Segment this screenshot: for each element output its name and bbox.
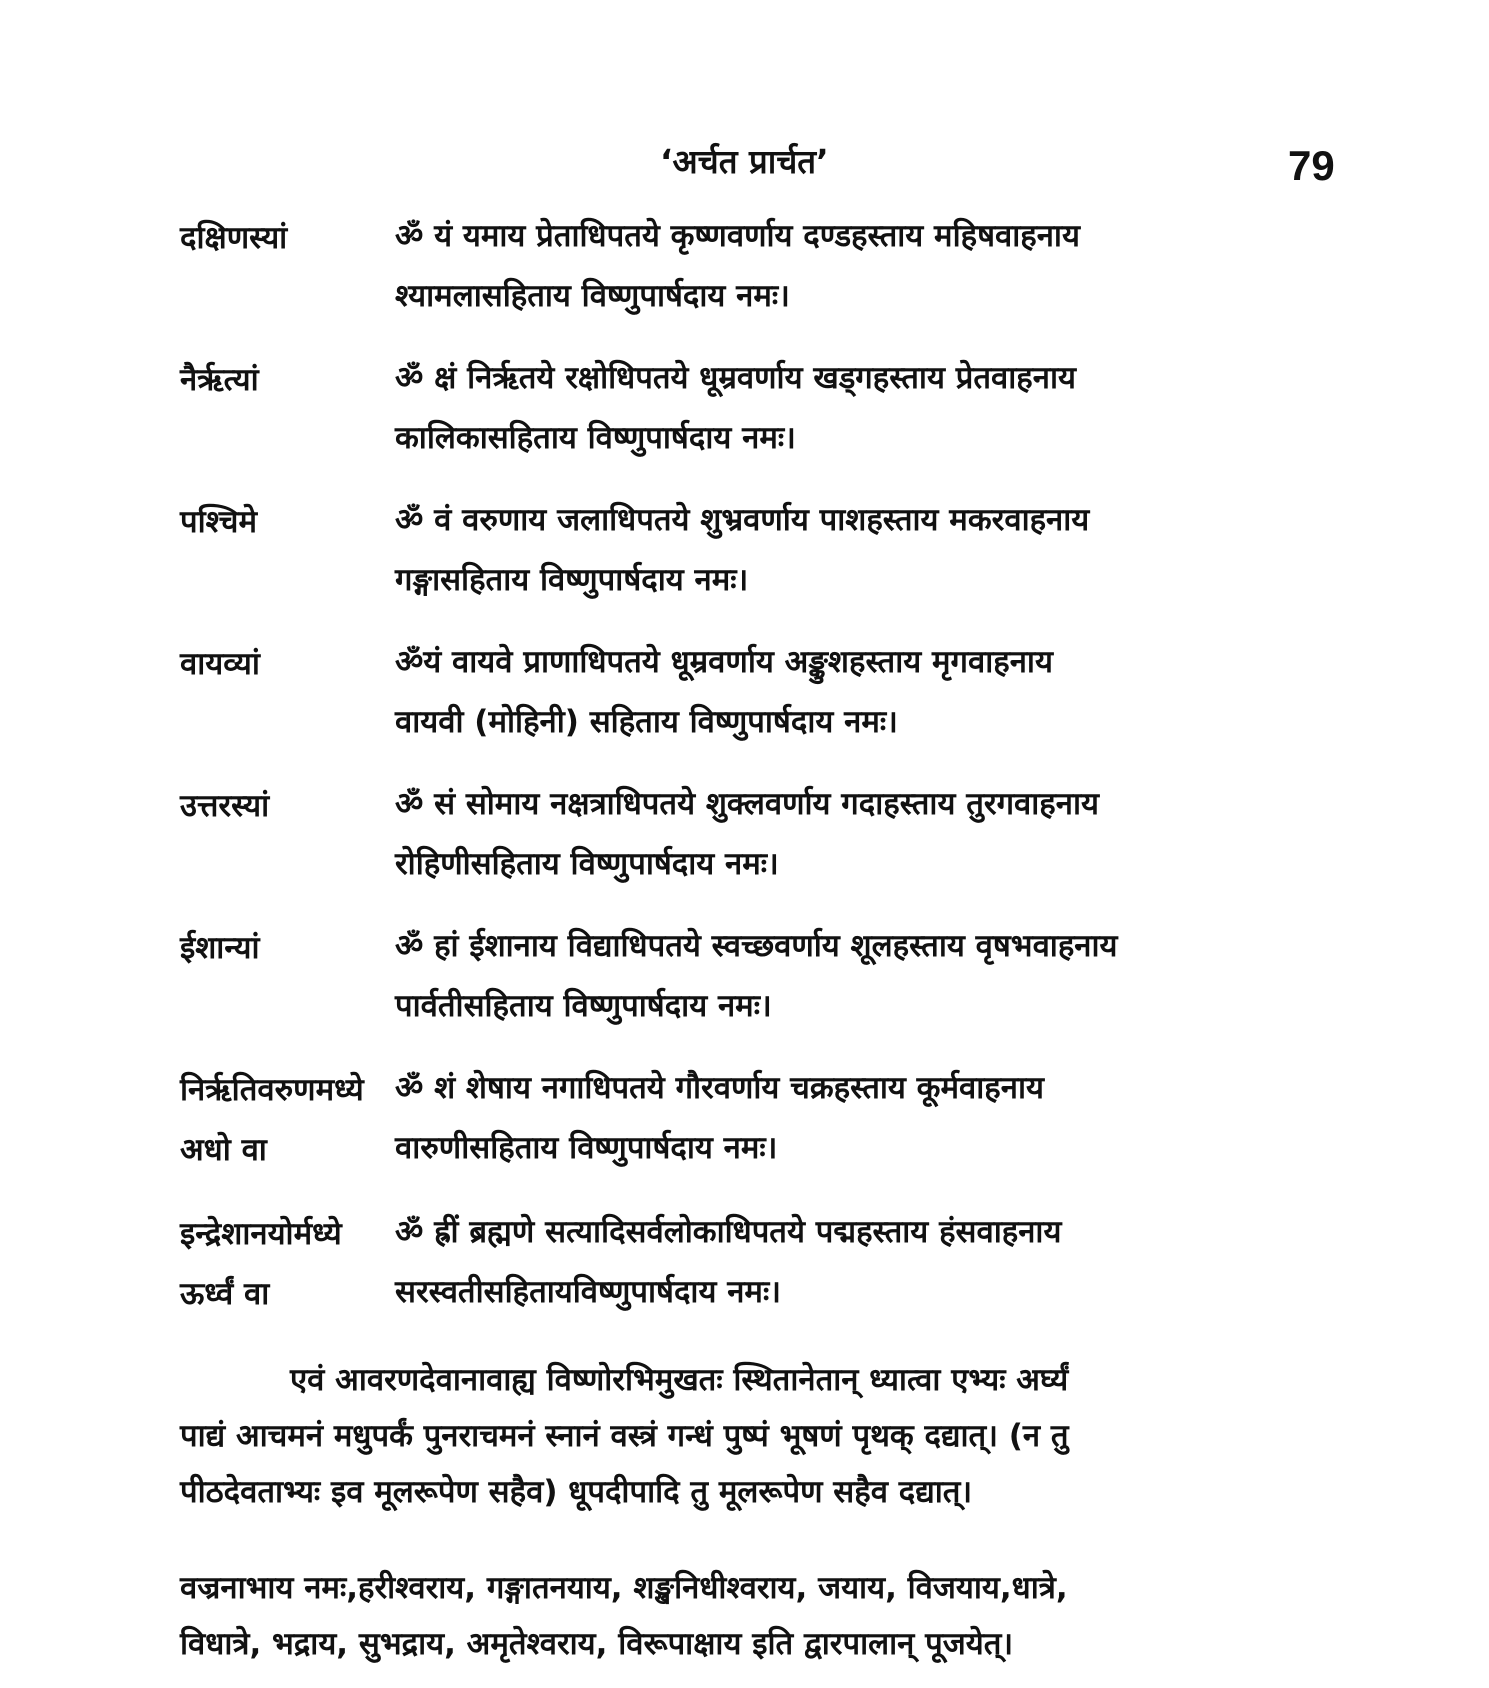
mantra-text [395,774,1360,894]
mantra-text [395,206,1360,326]
running-title: ‘अर्चत प्रार्चत’ [660,142,829,181]
page-number: 79 [1288,142,1335,189]
direction-label [180,490,395,552]
direction-label-line: अधो वा [180,1132,267,1168]
direction-label-line: ईशान्यां [180,930,260,966]
mantra-text [395,1058,1360,1178]
mantra-line: सरस्वतीसहितायविष्णुपार्षदाय नमः। [395,1274,781,1310]
mantra-line: पार्वतीसहिताय विष्णुपार्षदाय नमः। [395,988,772,1024]
direction-label [180,206,395,268]
mantra-line: ॐयं वायवे प्राणाधिपतये धूम्रवर्णाय अङ्कुशहस्ताय मृगवाहनाय [395,644,1053,680]
mantra-text [395,348,1360,468]
invocation-entry [180,490,1360,610]
direction-label-line: दक्षिणस्यां [180,220,288,256]
mantra-line: ॐ वं वरुणाय जलाधिपतये शुभ्रवर्णाय पाशहस्ताय मकरवाहनाय [395,502,1090,538]
mantra-line: ॐ सं सोमाय नक्षत्राधिपतये शुक्लवर्णाय गदाहस्ताय तुरगवाहनाय [395,786,1099,822]
paragraph-line: एवं आवरणदेवानावाह्य विष्णोरभिमुखतः स्थितानेतान् ध्यात्वा एभ्यः अर्घ्यं [290,1362,1069,1398]
direction-label-line: इन्द्रेशानयोर्मध्ये [180,1216,342,1252]
invocation-list [180,206,1360,1346]
direction-label [180,632,395,694]
doorkeeper-paragraph [180,1560,1355,1672]
page-header [0,138,1489,198]
mantra-line: वारुणीसहिताय विष्णुपार्षदाय नमः। [395,1130,778,1166]
direction-label-line: ऊर्ध्वं वा [180,1276,270,1312]
direction-label-line: नैर्ऋत्यां [180,362,259,398]
direction-label [180,1202,395,1324]
direction-label [180,774,395,836]
invocation-entry [180,1058,1360,1180]
mantra-line: गङ्गासहिताय विष्णुपार्षदाय नमः। [395,562,749,598]
mantra-text [395,632,1360,752]
direction-label [180,916,395,978]
direction-label [180,1058,395,1180]
direction-label-line: निर्ऋतिवरुणमध्ये [180,1072,364,1108]
mantra-text [395,916,1360,1036]
invocation-entry [180,348,1360,468]
invocation-entry [180,774,1360,894]
mantra-line: कालिकासहिताय विष्णुपार्षदाय नमः। [395,420,796,456]
invocation-entry [180,206,1360,326]
direction-label [180,348,395,410]
paragraph-line: विधात्रे, भद्राय, सुभद्राय, अमृतेश्वराय, विरूपाक्षाय इति द्वारपालान् पूजयेत्। [180,1626,1014,1662]
mantra-line: श्यामलासहिताय विष्णुपार्षदाय नमः। [395,278,790,314]
direction-label-line: उत्तरस्यां [180,788,270,824]
direction-label-line: वायव्यां [180,646,260,682]
mantra-line: ॐ ह्रीं ब्रह्मणे सत्यादिसर्वलोकाधिपतये पद्महस्ताय हंसवाहनाय [395,1214,1062,1250]
paragraph-line: वज्रनाभाय नमः,हरीश्वराय, गङ्गातनयाय, शङ्खनिधीश्वराय, जयाय, विजयाय,धात्रे, [180,1570,1068,1606]
mantra-line: ॐ यं यमाय प्रेताधिपतये कृष्णवर्णाय दण्डहस्ताय महिषवाहनाय [395,218,1080,254]
mantra-line: ॐ हां ईशानाय विद्याधिपतये स्वच्छवर्णाय शूलहस्ताय वृषभवाहनाय [395,928,1118,964]
invocation-entry [180,1202,1360,1324]
paragraph-line: पाद्यं आचमनं मधुपर्कं पुनराचमनं स्नानं वस्त्रं गन्धं पुष्पं भूषणं पृथक् दद्यात्। (न तु [180,1418,1069,1454]
mantra-text [395,1202,1360,1322]
invocation-entry [180,916,1360,1036]
paragraph-line: पीठदेवताभ्यः इव मूलरूपेण सहैव) धूपदीपादि तु मूलरूपेण सहैव दद्यात्। [180,1474,973,1510]
mantra-line: ॐ क्षं निर्ऋतये रक्षोधिपतये धूम्रवर्णाय खड्गहस्ताय प्रेतवाहनाय [395,360,1076,396]
direction-label-line: पश्चिमे [180,504,258,540]
instruction-paragraph [180,1352,1355,1520]
invocation-entry [180,632,1360,752]
mantra-line: ॐ शं शेषाय नगाधिपतये गौरवर्णाय चक्रहस्ताय कूर्मवाहनाय [395,1070,1044,1106]
mantra-line: वायवी (मोहिनी) सहिताय विष्णुपार्षदाय नमः। [395,704,898,740]
mantra-text [395,490,1360,610]
mantra-line: रोहिणीसहिताय विष्णुपार्षदाय नमः। [395,846,779,882]
